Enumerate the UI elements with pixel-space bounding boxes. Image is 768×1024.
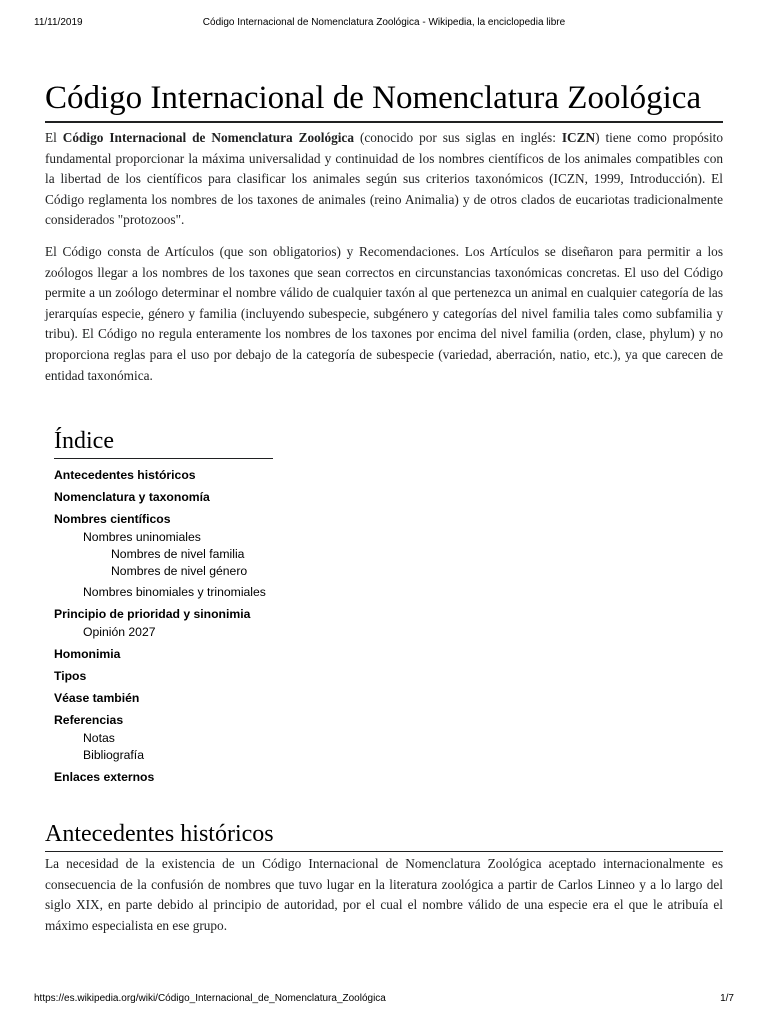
- toc-item[interactable]: [54, 511, 273, 601]
- toc-sublist: [83, 546, 273, 580]
- toc-item[interactable]: [54, 646, 273, 663]
- intro-paragraph-1: [45, 128, 723, 231]
- toc-item[interactable]: [54, 668, 273, 685]
- toc-link[interactable]: Opinión 2027: [83, 625, 156, 640]
- intro-paragraph-2: El Código consta de Artículos (que son obligatorios) y Recomendaciones. Los Artículos se diseñaron para permitir a los zoólogos llegar a los nombres de los taxones que sean correctos en circunstancias taxonómicas concretas. El uso del Código permite a un zoólogo determinar el nombre válido de cualquier taxón al que pertenezca un animal en cualquier categoría de las jerarquías especie, género y familia (incluyendo subespecie, subgénero y categorías del nivel familia tales como subfamilia y tribu). El Código no regula enteramente los nombres de los taxones por encima del nivel familia (orden, clase, phylum) y no proporciona reglas para el uso por debajo de la categoría de subespecie (variedad, aberración, natio, etc.), ya que carecen de entidad taxonómica.: [45, 243, 723, 383]
- toc-link[interactable]: Notas: [83, 731, 115, 746]
- article-subject-bold: Código Internacional de Nomenclatura Zoológica: [62, 130, 354, 145]
- acronym-bold: ICZN: [561, 130, 596, 145]
- toc-subitem[interactable]: [83, 747, 273, 764]
- toc-sublist: [54, 624, 273, 641]
- section-paragraph: La necesidad de la existencia de un Código Internacional de Nomenclatura Zoológica aceptado internacionalmente es consecuencia de la confusión de nombres que tuvo lugar en la literatura zoológica a partir de Carlos Linneo y a lo largo del siglo XIX, en parte debido al principio de autoridad, por el cual el nombre válido de una especie era el que le atribuía el máximo especialista en ese grupo.: [45, 856, 723, 933]
- toc-subitem[interactable]: [83, 529, 273, 580]
- table-of-contents: [54, 427, 273, 786]
- article-content: [45, 80, 723, 937]
- toc-heading: Índice: [54, 427, 273, 459]
- toc-link[interactable]: Nombres científicos: [54, 512, 171, 527]
- toc-link[interactable]: Homonimia: [54, 647, 121, 662]
- toc-link[interactable]: Bibliografía: [83, 748, 144, 763]
- toc-link[interactable]: Tipos: [54, 669, 87, 684]
- toc-sublist: [54, 529, 273, 601]
- toc-link[interactable]: Nombres de nivel género: [111, 564, 248, 579]
- toc-list: [54, 467, 273, 786]
- toc-subitem[interactable]: [83, 730, 273, 747]
- print-date: 11/11/2019: [34, 17, 83, 28]
- toc-item[interactable]: [54, 606, 273, 641]
- toc-subitem[interactable]: [83, 624, 273, 641]
- page-title: Código Internacional de Nomenclatura Zoológica: [45, 80, 723, 123]
- toc-subitem[interactable]: [111, 563, 273, 580]
- toc-subitem[interactable]: [111, 546, 273, 563]
- toc-link[interactable]: Nomenclatura y taxonomía: [54, 490, 210, 505]
- toc-item[interactable]: [54, 690, 273, 707]
- toc-link[interactable]: Nombres uninomiales: [83, 530, 201, 545]
- print-page-title: Código Internacional de Nomenclatura Zoológica - Wikipedia, la enciclopedia libre: [202, 17, 566, 28]
- toc-item[interactable]: [54, 489, 273, 506]
- intro-text: (conocido por sus siglas en inglés:: [354, 130, 562, 145]
- toc-item[interactable]: [54, 712, 273, 764]
- print-url: https://es.wikipedia.org/wiki/Código_Internacional_de_Nomenclatura_Zoológica: [34, 993, 386, 1004]
- toc-link[interactable]: Principio de prioridad y sinonimia: [54, 607, 251, 622]
- toc-link[interactable]: Nombres de nivel familia: [111, 547, 245, 562]
- page-number: 1/7: [720, 993, 734, 1004]
- toc-subitem[interactable]: [83, 584, 273, 601]
- toc-link[interactable]: Véase también: [54, 691, 140, 706]
- toc-link[interactable]: Antecedentes históricos: [54, 468, 196, 483]
- toc-item[interactable]: [54, 467, 273, 484]
- toc-link[interactable]: Referencias: [54, 713, 124, 728]
- section-heading: Antecedentes históricos: [45, 820, 723, 852]
- toc-sublist: [54, 730, 273, 764]
- print-header: [0, 17, 768, 31]
- print-footer: [0, 993, 768, 1007]
- toc-link[interactable]: Enlaces externos: [54, 770, 155, 785]
- toc-link[interactable]: Nombres binomiales y trinomiales: [83, 585, 266, 600]
- toc-item[interactable]: [54, 769, 273, 786]
- intro-text: El: [45, 130, 63, 145]
- intro-text: ) tiene como propósito fundamental proporcionar la máxima universalidad y continuidad de los nombres científicos de los animales compatibles con la libertad de los científicos para clasificar los animales según sus criterios taxonómicos (ICZN, 1999, Introducción). El Código reglamenta los nombres de los taxones de animales (reino Animalia) y de otros clados de eucariotas tradicionalmente considerados "protozoos".: [45, 130, 723, 228]
